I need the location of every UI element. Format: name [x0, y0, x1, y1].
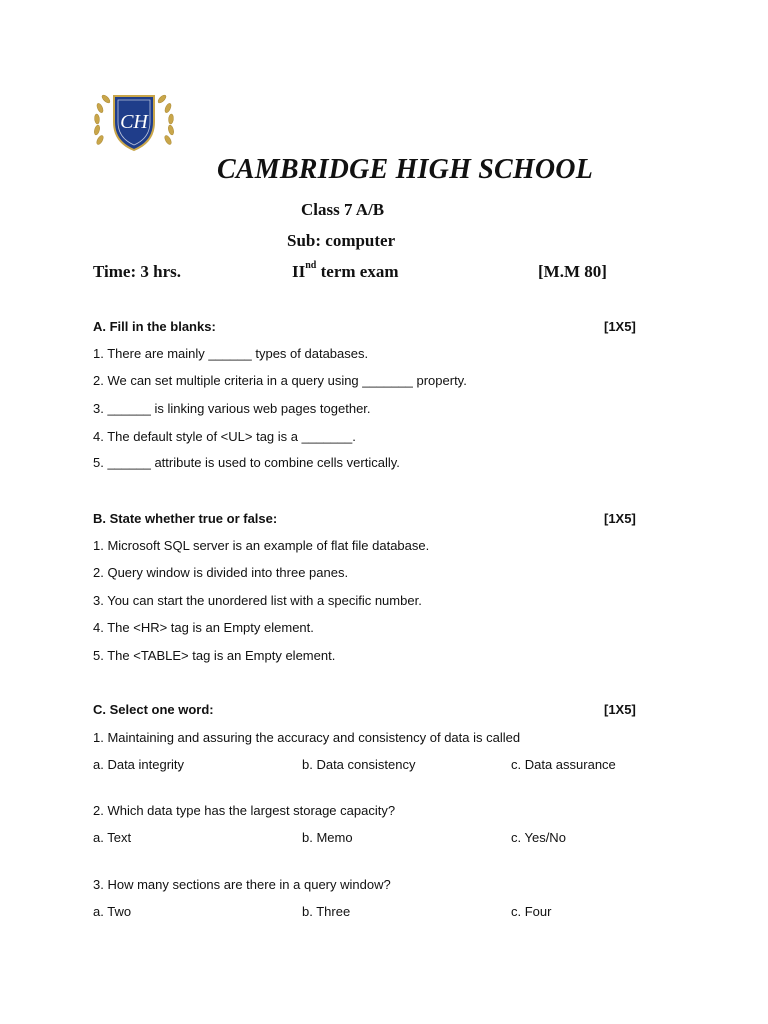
term-superscript: nd [305, 260, 317, 271]
option-c3-a: a. Two [93, 904, 132, 919]
question-a3: 3. ______ is linking various web pages together. [93, 401, 371, 416]
option-c2-b: b. Memo [302, 830, 353, 845]
option-c2-c: c. Yes/No [511, 830, 566, 845]
subject-line: Sub: computer [287, 231, 396, 250]
term-prefix: II [292, 262, 306, 281]
section-c-title: C. Select one word: [93, 702, 214, 717]
max-marks: [M.M 80] [538, 262, 607, 281]
option-c2-a: a. Text [93, 830, 132, 845]
section-c-marks: [1X5] [604, 702, 636, 717]
section-b-title: B. State whether true or false: [93, 511, 278, 526]
option-c1-b: b. Data consistency [302, 757, 416, 772]
term-title [292, 262, 398, 282]
question-b2: 2. Query window is divided into three panes. [93, 565, 349, 580]
section-a-title: A. Fill in the blanks: [93, 319, 216, 334]
question-b5: 5. The <TABLE> tag is an Empty element. [93, 648, 336, 663]
question-c1: 1. Maintaining and assuring the accuracy and consistency of data is called [93, 730, 521, 745]
option-c1-c: c. Data assurance [511, 757, 616, 772]
school-crest-logo [90, 88, 178, 154]
section-b-marks: [1X5] [604, 511, 636, 526]
question-c2: 2. Which data type has the largest storage capacity? [93, 803, 396, 818]
question-b1: 1. Microsoft SQL server is an example of flat file database. [93, 538, 430, 553]
term-suffix: term exam [320, 262, 399, 281]
option-c3-c: c. Four [511, 904, 552, 919]
crest-letters: CH [120, 111, 148, 133]
exam-time: Time: 3 hrs. [93, 262, 181, 281]
school-name: CAMBRIDGE HIGH SCHOOL [216, 154, 594, 185]
section-a-marks: [1X5] [604, 319, 636, 334]
question-a4: 4. The default style of <UL> tag is a _______. [93, 429, 356, 444]
question-b4: 4. The <HR> tag is an Empty element. [93, 620, 314, 635]
question-a2: 2. We can set multiple criteria in a query using _______ property. [93, 373, 467, 388]
class-line: Class 7 A/B [301, 200, 385, 219]
question-a1: 1. There are mainly ______ types of databases. [93, 346, 369, 361]
question-a5: 5. ______ attribute is used to combine cells vertically. [93, 455, 400, 470]
question-c3: 3. How many sections are there in a query window? [93, 877, 391, 892]
option-c1-a: a. Data integrity [93, 757, 185, 772]
question-b3: 3. You can start the unordered list with a specific number. [93, 593, 422, 608]
option-c3-b: b. Three [302, 904, 351, 919]
